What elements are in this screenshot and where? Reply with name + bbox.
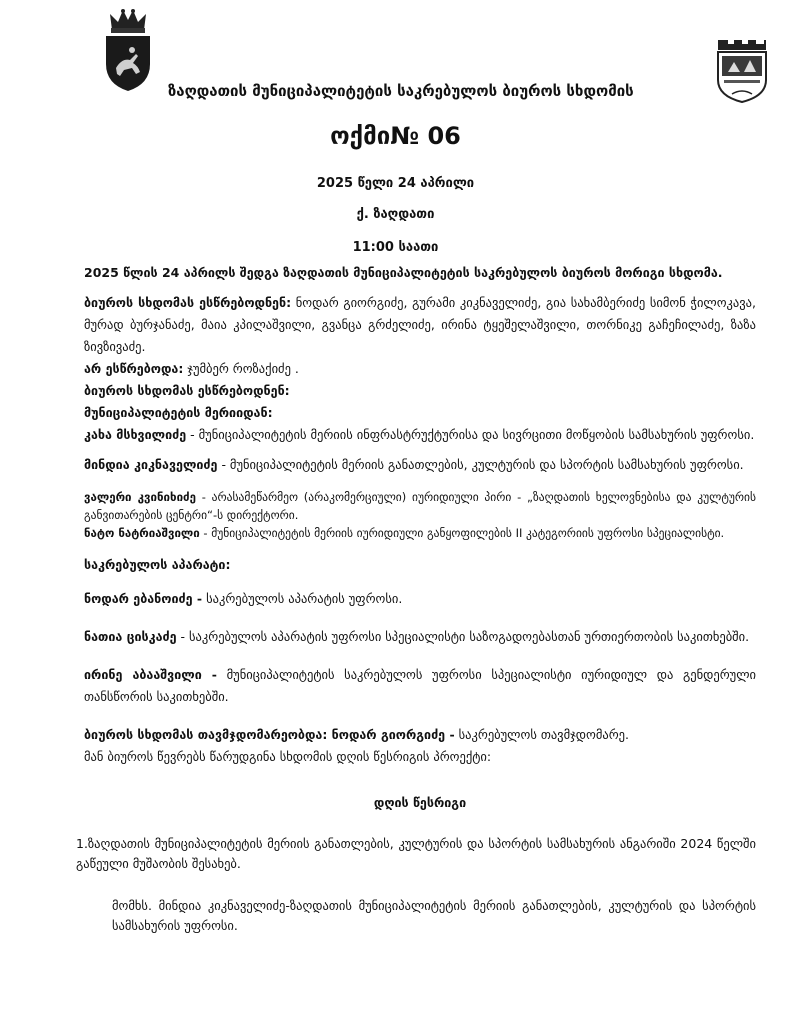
chair-paragraph — [84, 724, 756, 746]
document-title: ზაღდათის მუნიციპალიტეტის საკრებულოს ბიუროს სხდომის — [168, 82, 634, 100]
agenda-speaker: მომხს. მინდია კიკნაველიძე-ზაღდათის მუნიციპალიტეტის მერიის განათლების, კულტურის და სპორტის სამსახურის უფროსი. — [112, 898, 756, 933]
chair-note: მან ბიუროს წევრებს წარუდგინა სხდომის დღის წესრიგის პროექტი: — [84, 749, 492, 764]
person-1-name: კახა მსხვილიძე — [84, 427, 187, 442]
mayoralty-label: მუნიციპალიტეტის მერიიდან: — [84, 405, 273, 420]
person-3 — [84, 488, 756, 524]
absent-label: არ ესწრებოდა: — [84, 361, 184, 376]
document-body — [76, 262, 756, 936]
agenda-item-1: 1.ზაღდათის მუნიციპალიტეტის მერიის განათლების, კულტურის და სპორტის სამსახურის ანგარიში 2024 წელში გაწეული მუშაობის შესახებ. — [76, 836, 756, 871]
apparatus-person-1-name: ნოდარ ებანოიძე - — [84, 591, 203, 606]
apparatus-person-2 — [84, 626, 756, 648]
person-3-role: - არასამეწარმეო (არაკომერციული) იურიდიული პირი - „ზაღდათის ხელოვნებისა და კულტურის განვითარების ცენტრი“-ს დირექტორი. — [84, 490, 756, 522]
person-1 — [84, 424, 756, 446]
attendance-label-2: ბიუროს სხდომას ესწრებოდნენ: — [84, 383, 290, 398]
person-4 — [84, 524, 756, 542]
apparatus-person-3-role: მუნიციპალიტეტის საკრებულოს უფროსი სპეციალისტი იურიდიულ და გენდერული თანსწორის საკითხებში. — [84, 667, 756, 704]
person-2-name: მინდია კიკნაველიძე — [84, 457, 218, 472]
agenda-title: დღის წესრიგი — [373, 795, 467, 810]
chair-role: საკრებულოს თავმჯდომარე. — [454, 727, 629, 742]
apparatus-label: საკრებულოს აპარატი: — [84, 557, 231, 572]
person-3-name: ვალერი კვინიხიძე — [84, 490, 196, 504]
meeting-date: 2025 წელი 24 აპრილი — [316, 176, 475, 191]
coat-of-arms-georgia-icon — [102, 8, 154, 92]
meeting-time: 11:00 საათი — [352, 240, 439, 255]
person-1-role: - მუნიციპალიტეტის მერიის ინფრასტრუქტურისა და სივრცითი მოწყობის სამსახურის უფროსი. — [186, 427, 755, 442]
apparatus-person-1 — [84, 588, 756, 610]
meeting-city: ქ. ზაღდათი — [356, 207, 435, 222]
person-2 — [84, 454, 756, 476]
protocol-number: ოქმი№ 06 — [330, 122, 461, 150]
apparatus-person-1-role: საკრებულოს აპარატის უფროსი. — [202, 591, 403, 606]
municipality-coat-of-arms-icon — [714, 36, 770, 104]
intro-paragraph: 2025 წლის 24 აპრილს შედგა ზაღდათის მუნიციპალიტეტის საკრებულოს ბიუროს მორიგი სხდომა. — [84, 265, 723, 280]
apparatus-person-2-name: ნათია ცისკაძე — [84, 629, 177, 644]
attendance-names: ნოდარ გიორგიძე, გურამი კიკნაველიძე, გია სახამბერიძე სიმონ ჭილოკავა, მურად ბურჯანაძე, მაია კპილაშვილი, გვანცა გრძელიძე, ირინა ტყეშელაშვილი, თორნიკე გაჩეჩილაძე, ზაზა ზივზივაძე. — [84, 295, 756, 354]
apparatus-person-3-name: ირინე აბააშვილი - — [84, 667, 217, 682]
absent-names: ჯუმბერ როზაქიძე . — [183, 361, 299, 376]
person-4-name: ნატო ნატრიაშვილი — [84, 526, 200, 540]
chair-label: ბიუროს სხდომას თავმჯდომარეობდა: ნოდარ გიორგიძე - — [84, 727, 455, 742]
attendance-label: ბიუროს სხდომას ესწრებოდნენ: — [84, 295, 292, 310]
absent-paragraph — [84, 358, 756, 380]
apparatus-person-3 — [84, 664, 756, 708]
person-2-role: - მუნიციპალიტეტის მერიის განათლების, კულტურის და სპორტის სამსახურის უფროსი. — [217, 457, 744, 472]
attendance-paragraph — [84, 292, 756, 358]
person-4-role: - მუნიციპალიტეტის მერიის იურიდიული განყოფილების II კატეგორიის უფროსი სპეციალისტი. — [199, 526, 725, 540]
apparatus-person-2-role: - საკრებულოს აპარატის უფროსი სპეციალისტი საზოგადოებასთან ურთიერთობის საკითხებში. — [176, 629, 750, 644]
